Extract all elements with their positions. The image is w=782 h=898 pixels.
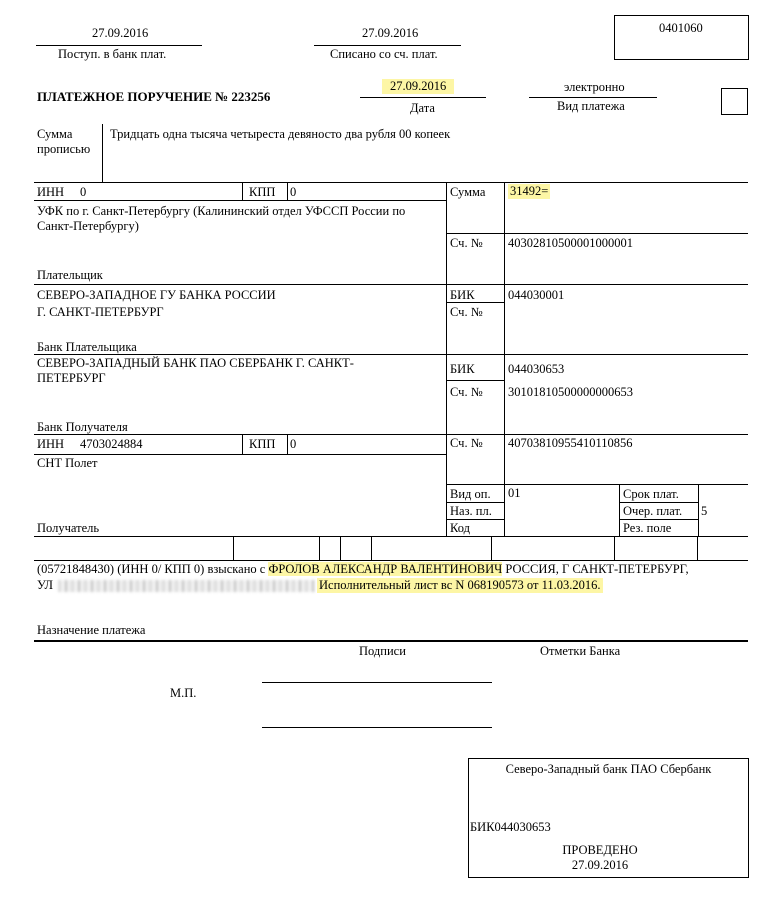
bank-marks-label: Отметки Банка (540, 644, 621, 658)
payer-bank-name-2: Г. САНКТ-ПЕТЕРБУРГ (37, 305, 164, 319)
amount-words-label-2: прописью (37, 142, 91, 156)
divider (446, 380, 504, 381)
recipient-bank-account-label: Сч. № (450, 385, 483, 399)
payer-bank-name: СЕВЕРО-ЗАПАДНОЕ ГУ БАНКА РОССИИ (37, 288, 276, 302)
debited-date: 27.09.2016 (362, 26, 419, 40)
order-date-line (360, 97, 486, 98)
divider (233, 536, 234, 560)
divider (446, 502, 504, 503)
recipient-bank-account: 30101810500000000653 (508, 385, 633, 399)
payer-kpp-label: КПП (249, 185, 276, 199)
seal-label: М.П. (170, 686, 197, 700)
amount-words-value: Тридцать одна тысяча четыреста девяносто два рубля 00 копеек (110, 127, 451, 141)
divider (34, 434, 748, 435)
stamp-bank-name: Северо-Западный банк ПАО Сбербанк (505, 762, 712, 776)
signatures-label: Подписи (359, 644, 406, 658)
received-date-line (36, 45, 202, 46)
term-label: Срок плат. (623, 487, 679, 501)
divider (371, 536, 372, 560)
purpose-code-label: Наз. пл. (450, 504, 492, 518)
debited-date-line (314, 45, 461, 46)
divider (446, 182, 447, 536)
writ-text: Исполнительный лист вс N 068190573 от 11.03.2016. (319, 578, 601, 592)
payer-name: УФК по г. Санкт-Петербургу (Калининский отдел УФССП России по (37, 204, 406, 218)
payer-account-label: Сч. № (450, 236, 483, 250)
divider (619, 484, 620, 536)
divider (34, 182, 748, 183)
recipient-bank-name-2: ПЕТЕРБУРГ (37, 371, 106, 385)
stamp-bik: БИК044030653 (470, 820, 551, 834)
divider (697, 536, 698, 560)
divider (34, 454, 446, 455)
payment-type: электронно (564, 80, 625, 94)
payer-name-2: Санкт-Петербургу) (37, 219, 139, 233)
recipient-kpp: 0 (290, 437, 297, 451)
divider (34, 200, 446, 201)
divider (504, 182, 505, 536)
recipient-account-label: Сч. № (450, 436, 483, 450)
form-code-box (614, 15, 749, 60)
sum-value: 31492= (510, 184, 549, 198)
form-code: 0401060 (659, 21, 703, 35)
payment-type-label: Вид платежа (557, 99, 625, 113)
stamp-status: ПРОВЕДЕНО (562, 843, 638, 857)
divider (34, 354, 748, 355)
received-date: 27.09.2016 (92, 26, 149, 40)
recipient-inn: 4703024884 (80, 437, 143, 451)
sum-label: Сумма (450, 185, 486, 199)
divider (34, 284, 748, 285)
redacted-address (58, 580, 315, 592)
code-label: Код (450, 521, 470, 535)
signature-line-1 (262, 682, 492, 683)
payer-bik: 044030001 (508, 288, 565, 302)
payer-inn: 0 (80, 185, 87, 199)
payer-label: Плательщик (37, 268, 103, 282)
debtor-name: ФРОЛОВ АЛЕКСАНДР ВАЛЕНТИНОВИЧ (268, 562, 503, 576)
received-label: Поступ. в банк плат. (58, 47, 167, 61)
divider (242, 182, 243, 200)
divider (34, 536, 748, 537)
recipient-bik: 044030653 (508, 362, 565, 376)
payer-bank-label: Банк Плательщика (37, 340, 137, 354)
divider (491, 536, 492, 560)
op-type-label: Вид оп. (450, 487, 491, 501)
payer-account: 40302810500001000001 (508, 236, 633, 250)
divider (619, 502, 698, 503)
divider (619, 519, 698, 520)
divider (446, 519, 504, 520)
divider (34, 560, 748, 561)
divider (698, 484, 699, 536)
divider (287, 434, 288, 454)
reserve-label: Рез. поле (623, 521, 672, 535)
purpose-label: Назначение платежа (37, 623, 146, 637)
purpose-pre: (05721848430) (ИНН 0/ КПП 0) взыскано с (37, 562, 269, 576)
recipient-bank-name: СЕВЕРО-ЗАПАДНЫЙ БАНК ПАО СБЕРБАНК Г. САНКТ- (37, 356, 354, 370)
purpose-post: РОССИЯ, Г САНКТ-ПЕТЕРБУРГ, (502, 562, 689, 576)
payer-inn-label: ИНН (37, 185, 65, 199)
divider (34, 640, 748, 642)
recipient-name: СНТ Полет (37, 456, 98, 470)
divider (340, 536, 341, 560)
payer-bank-account-label: Сч. № (450, 305, 483, 319)
status-box (721, 88, 748, 115)
recipient-bik-label: БИК (450, 362, 475, 376)
payer-bik-label: БИК (450, 288, 475, 302)
payer-kpp: 0 (290, 185, 297, 199)
divider (242, 434, 243, 454)
divider (446, 484, 748, 485)
signature-line-2 (262, 727, 492, 728)
recipient-bank-label: Банк Получателя (37, 420, 128, 434)
recipient-inn-label: ИНН (37, 437, 65, 451)
order-date: 27.09.2016 (382, 79, 454, 94)
divider (287, 182, 288, 200)
debited-label: Списано со сч. плат. (330, 47, 438, 61)
stamp-date: 27.09.2016 (571, 858, 629, 872)
priority-label: Очер. плат. (623, 504, 683, 518)
purpose-line-1 (37, 562, 689, 577)
divider (446, 233, 748, 234)
op-type: 01 (508, 486, 521, 500)
divider (102, 124, 103, 182)
divider (319, 536, 320, 560)
priority: 5 (701, 504, 708, 518)
payment-type-line (529, 97, 657, 98)
order-date-label: Дата (410, 101, 435, 115)
purpose-line-2-start: УЛ (37, 578, 53, 592)
recipient-label: Получатель (37, 521, 100, 535)
recipient-kpp-label: КПП (249, 437, 276, 451)
divider (614, 536, 615, 560)
page-title: ПЛАТЕЖНОЕ ПОРУЧЕНИЕ № 223256 (37, 89, 271, 104)
amount-words-label: Сумма (37, 127, 73, 141)
recipient-account: 40703810955410110856 (508, 436, 633, 450)
